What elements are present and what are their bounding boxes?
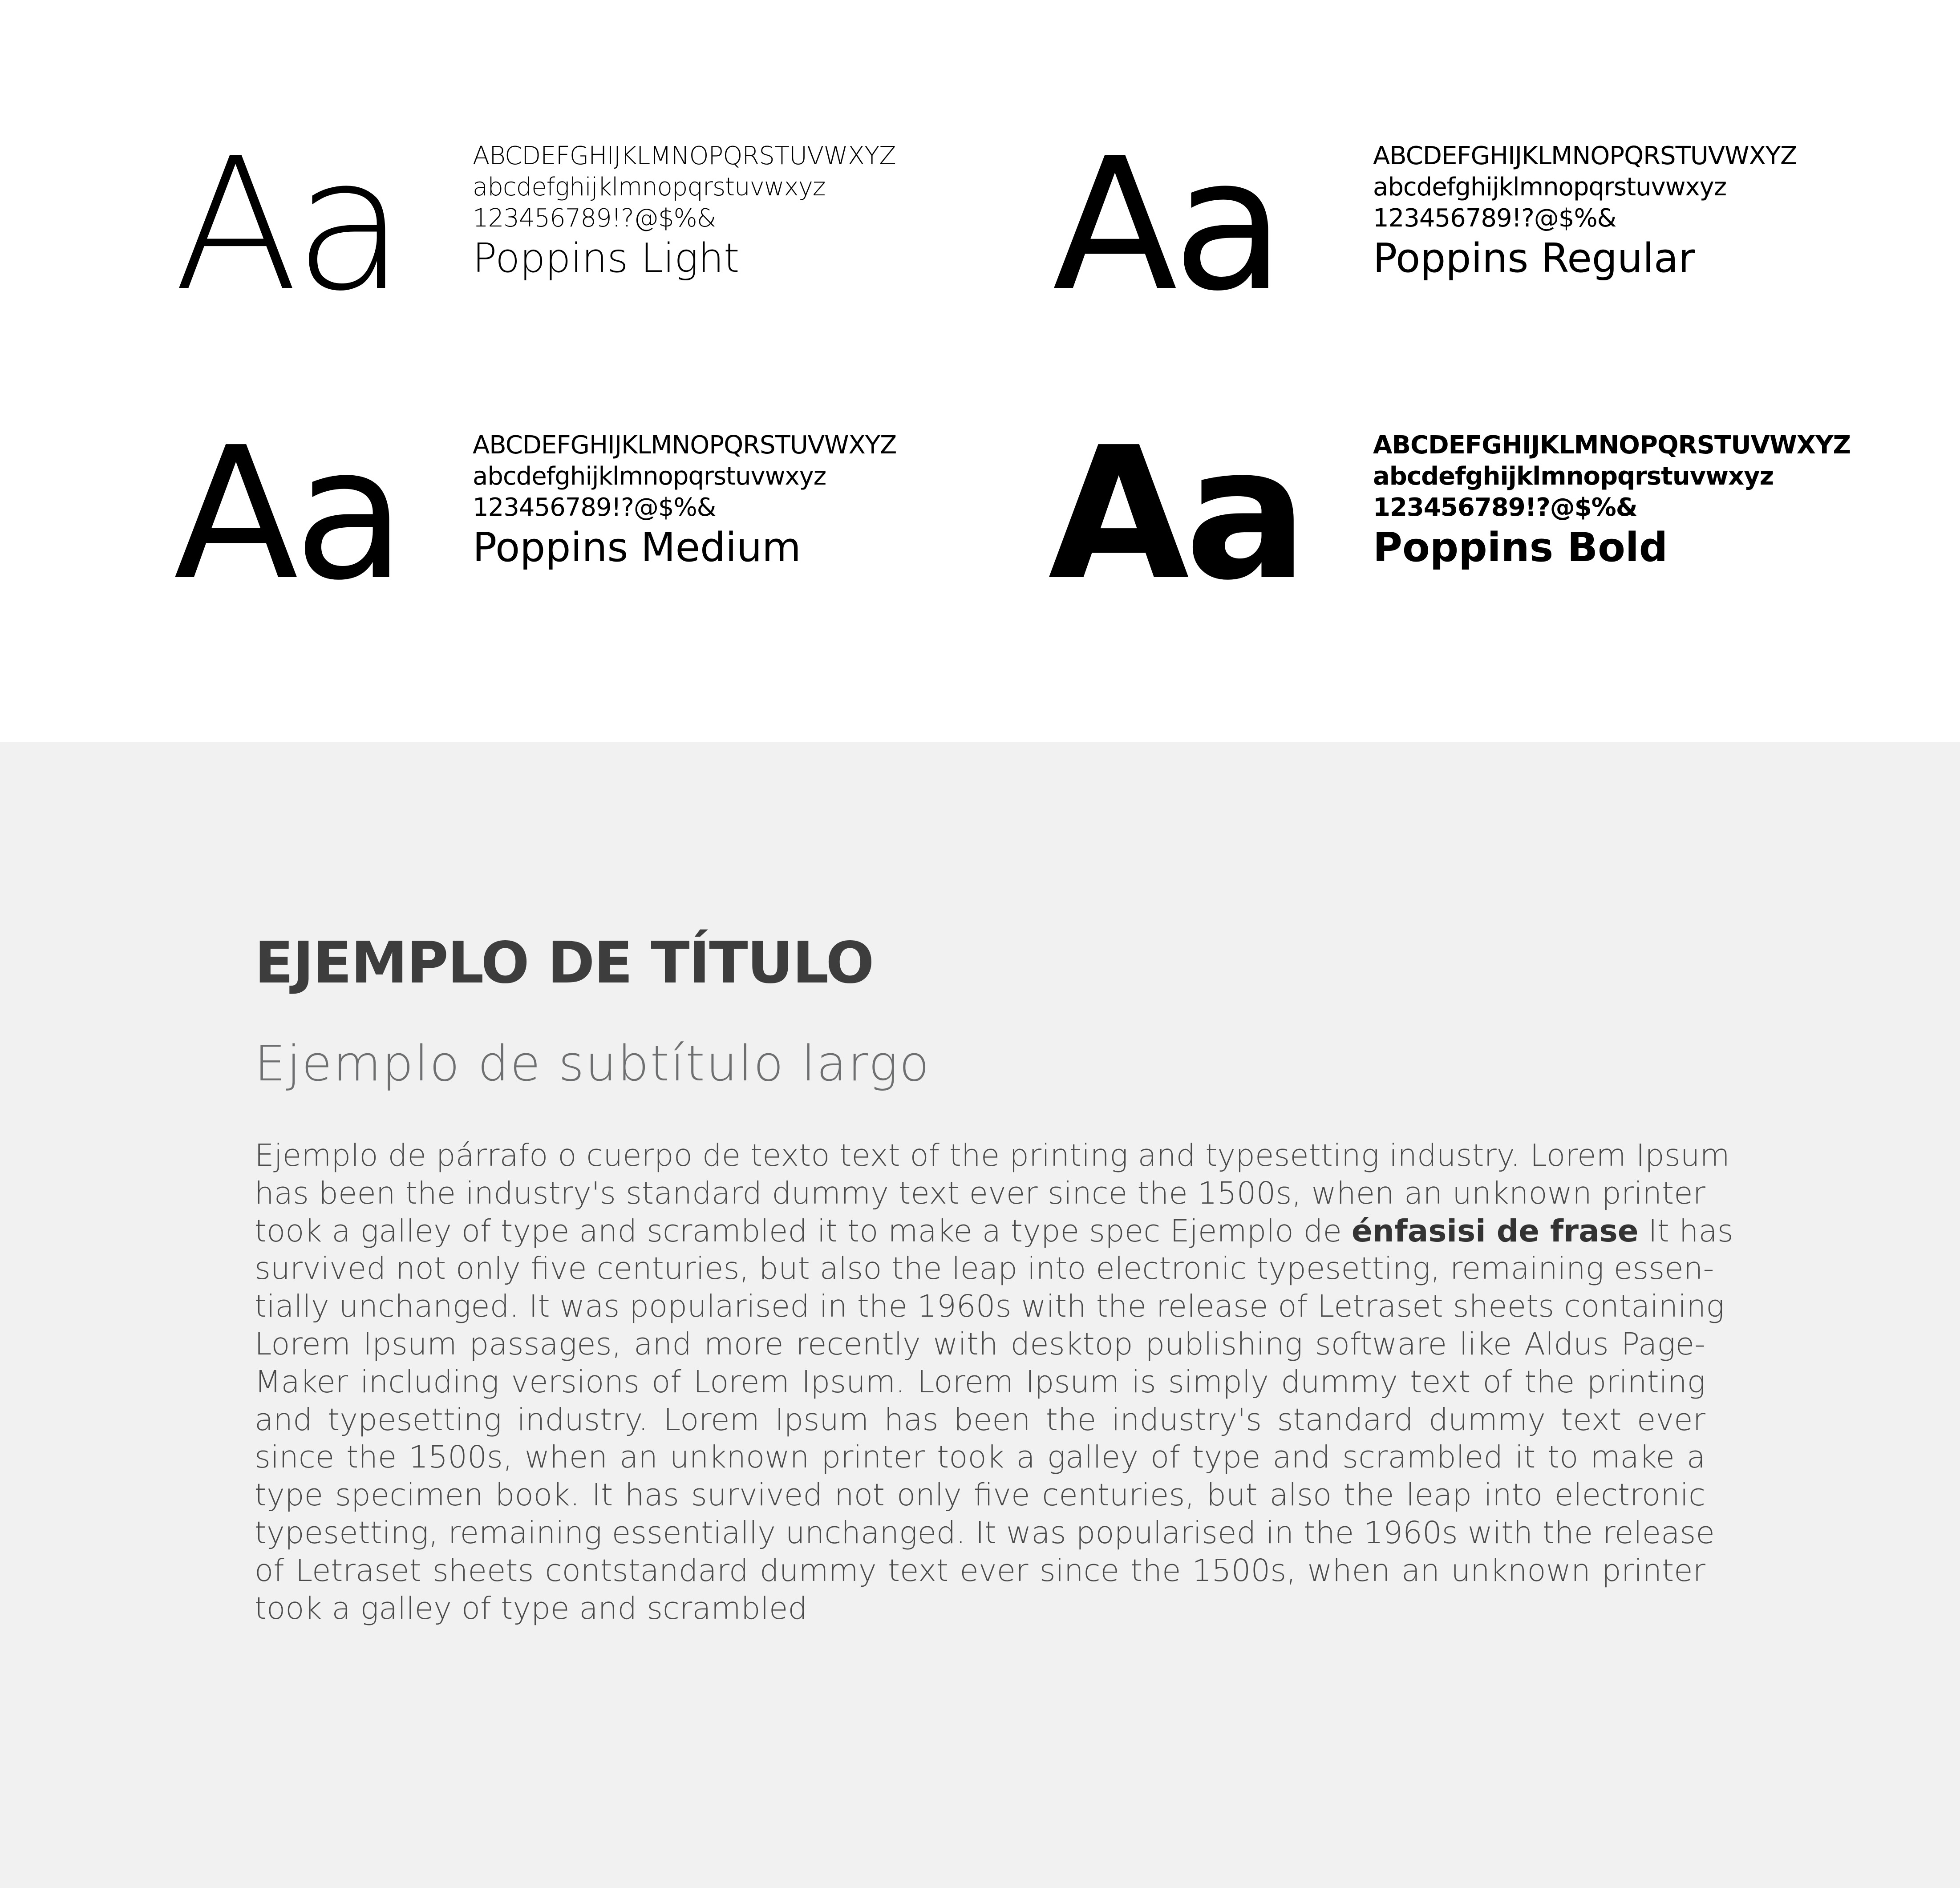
character-set (473, 141, 896, 234)
sample-glyphs: Aa (174, 118, 401, 331)
emphasis-text: énfasisi de frase (1351, 1213, 1639, 1249)
numbers-set: 123456789!?@$%& (473, 204, 716, 233)
specimen-section (0, 0, 1960, 742)
lowercase-set: abcdefghijklmnopqrstuvwxyz (473, 462, 826, 491)
font-name: Poppins Medium (473, 524, 801, 571)
font-name: Poppins Regular (1373, 235, 1695, 282)
paragraph-line: has been the industry's standard dummy text ever since the 1500s, when an unknown printer (255, 1175, 1705, 1211)
example-title: EJEMPLO DE TÍTULO (255, 930, 874, 996)
numbers-set: 123456789!?@$%& (1373, 493, 1637, 522)
character-set (473, 430, 896, 523)
paragraph-line: tially unchanged. It was popularised in the 1960s with the release of Letraset sheets containing (255, 1289, 1725, 1325)
uppercase-set: ABCDEFGHIJKLMNOPQRSTUVWXYZ (473, 431, 897, 460)
paragraph-line-end: It has (1648, 1213, 1733, 1249)
paragraph-line: took a galley of type and scrambled (255, 1590, 808, 1626)
specimen-poppins-light (174, 118, 1041, 331)
lowercase-set: abcdefghijklmnopqrstuvwxyz (473, 173, 826, 202)
paragraph-line-emphasis (255, 1213, 1733, 1250)
paragraph-line: and typesetting industry. Lorem Ipsum has been the industry's standard dummy text ever (255, 1402, 1705, 1438)
character-set (1373, 430, 1851, 523)
paragraph-line: Lorem Ipsum passages, and more recently with desktop publishing software like Aldus Page- (255, 1326, 1705, 1362)
specimen-poppins-regular (1053, 118, 1920, 331)
uppercase-set: ABCDEFGHIJKLMNOPQRSTUVWXYZ (473, 141, 896, 170)
paragraph-line: Maker including versions of Lorem Ipsum. Lorem Ipsum is simply dummy text of the printing (255, 1364, 1705, 1400)
sample-glyphs: Aa (174, 408, 401, 620)
lowercase-set: abcdefghijklmnopqrstuvwxyz (1373, 173, 1727, 202)
paragraph-line: type specimen book. It has survived not only five centuries, but also the leap into electronic (255, 1477, 1705, 1513)
sample-glyphs: Aa (1048, 408, 1304, 620)
numbers-set: 123456789!?@$%& (1373, 204, 1616, 233)
font-name: Poppins Bold (1373, 524, 1668, 571)
sample-glyphs: Aa (1053, 118, 1280, 331)
uppercase-set: ABCDEFGHIJKLMNOPQRSTUVWXYZ (1373, 141, 1797, 170)
specimen-poppins-medium (174, 408, 1041, 620)
paragraph-line: of Letraset sheets contstandard dummy text ever since the 1500s, when an unknown printer (255, 1552, 1705, 1589)
paragraph-line: Ejemplo de párrafo o cuerpo de texto text of the printing and typesetting industry. Lorem Ipsum (255, 1138, 1730, 1173)
example-subtitle: Ejemplo de subtítulo largo (255, 1035, 931, 1092)
uppercase-set: ABCDEFGHIJKLMNOPQRSTUVWXYZ (1373, 431, 1851, 460)
lowercase-set: abcdefghijklmnopqrstuvwxyz (1373, 462, 1774, 491)
paragraph-line-start: took a galley of type and scrambled it to make a type spec Ejemplo de (255, 1213, 1342, 1249)
specimen-poppins-bold (1048, 408, 1916, 620)
character-set (1373, 141, 1797, 234)
example-paragraph (255, 1137, 1733, 1627)
paragraph-line: survived not only five centuries, but also the leap into electronic typesetting, remaining essen- (255, 1251, 1714, 1287)
paragraph-line: since the 1500s, when an unknown printer took a galley of type and scrambled it to make a (255, 1439, 1705, 1476)
font-name: Poppins Light (473, 235, 740, 282)
paragraph-line: typesetting, remaining essentially unchanged. It was popularised in the 1960s with the release (255, 1515, 1715, 1551)
numbers-set: 123456789!?@$%& (473, 493, 716, 522)
